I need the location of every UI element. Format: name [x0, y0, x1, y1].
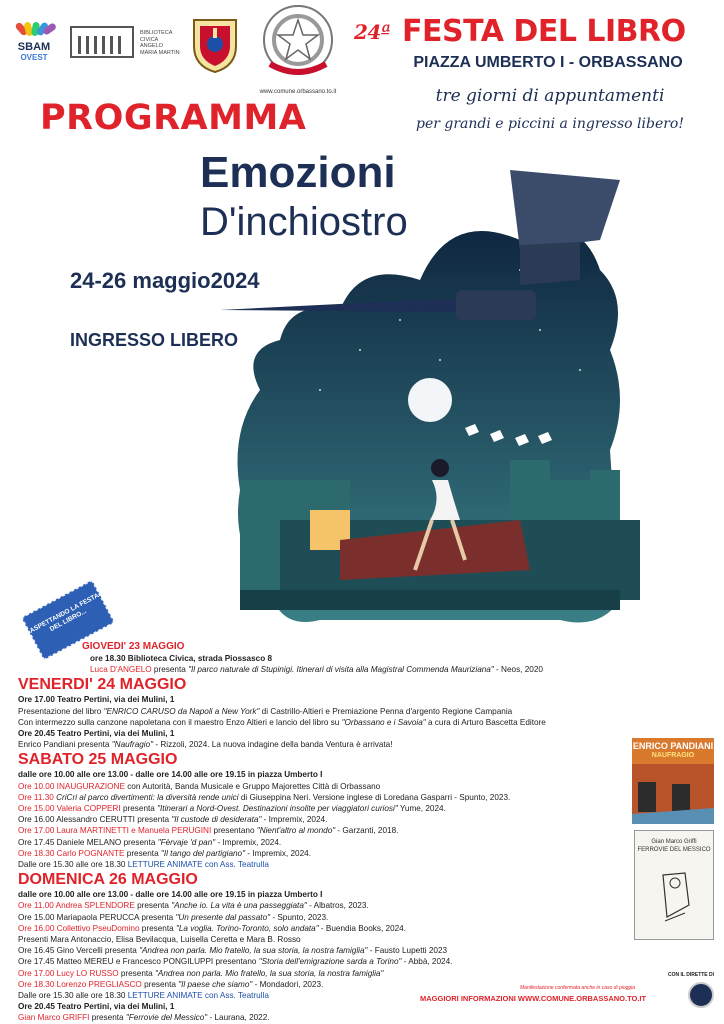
theme-title-1: Emozioni	[200, 148, 396, 197]
theme-title-2: D'inchiostro	[200, 200, 408, 244]
festa-title	[354, 14, 724, 49]
sbam-logo	[8, 18, 60, 63]
tagline-1: tre giorni di appuntamenti	[435, 86, 665, 106]
saturday-row: Ore 18.30 Carlo POGNANTE presenta "Il tango del partigiano" - Impremix, 2024.	[18, 848, 311, 858]
friday-line-5: Enrico Pandiani presenta "Naufragio" - Rizzoli, 2024. La nuova indagine della banda Ventura è arrivata!	[18, 740, 393, 750]
saturday-row: Ore 17.00 Laura MARTINETTI e Manuela PERUGINI presentano "Nient'altro al mondo" - Garzanti, 2018.	[18, 826, 399, 836]
sunday-hours: dalle ore 10.00 alle ore 13.00 - dalle ore 14.00 alle ore 19.15 in piazza Umberto I	[18, 890, 323, 900]
edition-number: 24ª	[354, 20, 391, 44]
republic-emblem	[258, 2, 338, 98]
friday-line-3: Con intermezzo sulla canzone napoletana con il maestro Enzo Altieri e lancio del libro su "Orbassano e i Savoia" a cura di Arturo Bascetta Editore	[18, 717, 546, 727]
book1-title: NAUFRAGIO	[651, 752, 695, 759]
thursday-line-2: Luca D'ANGELO presenta "Il parco naturale di Stupinigi. Itinerari di visita alla Magistral Commenda Mauriziana" - Neos, 2020	[90, 665, 543, 675]
day-friday: VENERDI' 24 MAGGIO	[18, 676, 187, 694]
saturday-row: Ore 11.30 CriCri al parco divertimenti: la diversità rende unici di Giuseppina Neri. Versione inglese di Loredana Gasparri - Spunto, 2023.	[18, 792, 511, 802]
book2-author: Gian Marco Griffi	[651, 839, 697, 845]
book-cover-naufragio	[632, 738, 714, 824]
saturday-letture: Dalle ore 15.30 alle ore 18.30 LETTURE ANIMATE con Ass. Teatrulla	[18, 860, 269, 870]
thursday-line-1: ore 18.30 Biblioteca Civica, strada Piossasco 8	[90, 654, 273, 663]
friday-line-4: Ore 20.45 Teatro Pertini, via dei Mulini, 1	[18, 729, 175, 739]
location: PIAZZA UMBERTO I - ORBASSANO	[413, 54, 683, 71]
festa-title-text: FESTA DEL LIBRO	[402, 14, 686, 49]
saturday-row: Ore 15.00 Valeria COPPERI presenta "Itinerari a Nord-Ovest. Destinazioni insolite per viaggiatori curiosi" Yume, 2024.	[18, 804, 446, 814]
saturday-row: Ore 10.00 INAUGURAZIONE con Autorità, Banda Musicale e Gruppo Majorettes Città di Orbassano	[18, 781, 381, 791]
free-entry: INGRESSO LIBERO	[70, 330, 239, 350]
sunday-row: Ore 15.00 Mariapaola PERUCCA presenta "Un presente dal passato" - Spunto, 2023.	[18, 912, 329, 922]
saturday-row: Ore 16.00 Alessandro CERUTTI presenta "Il custode di desiderata" - Impremix, 2024.	[18, 815, 328, 825]
sponsor-logo	[688, 982, 714, 1008]
book1-author: ENRICO PANDIANI	[632, 741, 714, 751]
sunday-row: Ore 17.45 Matteo MEREU e Francesco PONGILUPPI presentano "Storia dell'emigrazione sarda a Torino" - Abbà, 2024.	[18, 957, 453, 967]
library-logo	[70, 22, 180, 62]
sunday-row: Ore 11.00 Andrea SPLENDORE presenta "Anche io. La vita è una passeggiata" - Albatros, 2023.	[18, 901, 369, 911]
sbam-sub: OVEST	[20, 53, 48, 62]
sunday-last: Gian Marco GRIFFI presenta "Ferrovie del Messico" - Laurana, 2022.	[18, 1013, 270, 1023]
library-logo-text: BIBLIOTECA CIVICA ANGELO MARIA MARTIN	[140, 30, 180, 56]
festival-dates: 24-26 maggio2024	[70, 268, 260, 293]
sponsor-label: CON IL DIRETTE DI	[668, 972, 715, 978]
more-info-link[interactable]: MAGGIORI INFORMAZIONI WWW.COMUNE.ORBASSANO.TO.IT	[420, 994, 647, 1003]
saturday-hours: dalle ore 10.00 alle ore 13.00 - dalle ore 14.00 alle ore 19.15 in piazza Umberto I	[18, 770, 323, 780]
book2-title: FERROVIE DEL MESSICO	[637, 847, 711, 853]
day-saturday: SABATO 25 MAGGIO	[18, 751, 178, 769]
sunday-row: Ore 16.45 Gino Vercelli presenta "Andrea non parla. Mio fratello, la sua storia, la nostra famiglia" - Fausto Lupetti 2023	[18, 946, 448, 956]
rain-notice: Manifestazione confermata anche in caso di pioggia	[520, 985, 636, 991]
friday-line-1: Ore 17.00 Teatro Pertini, via dei Mulini, 1	[18, 695, 175, 705]
tagline-2: per grandi e piccini a ingresso libero!	[415, 116, 684, 132]
sunday-row: Ore 16.00 Collettivo PseuDomino presenta "La voglia. Torino-Toronto, solo andata" - Buendia Books, 2024.	[18, 923, 407, 933]
friday-line-2: Presentazione del libro "ENRICO CARUSO da Napoli a New York" di Castrillo-Altieri e Premiazione Penna d'argento Regione Campania	[18, 706, 513, 716]
saturday-row: Ore 17.45 Daniele MELANO presenta "Fèrvaje 'd pan" - Impremix, 2024.	[18, 837, 282, 847]
program	[18, 640, 618, 1024]
orbassano-crest	[188, 16, 242, 74]
sunday-letture: Dalle ore 15.30 alle ore 18.30 LETTURE ANIMATE con Ass. Teatrulla	[18, 991, 269, 1001]
day-thursday: GIOVEDI' 23 MAGGIO	[82, 641, 185, 652]
republic-url: www.comune.orbassano.to.it	[259, 89, 337, 95]
sunday-row: Ore 18.30 Lorenzo PREGLIASCO presenta "Il paese che siamo" - Mondadori, 2023.	[18, 979, 324, 989]
programma-heading: PROGRAMMA	[40, 98, 307, 138]
book-cover-ferrovie	[634, 830, 714, 940]
sunday-evening: Ore 20.45 Teatro Pertini, via dei Mulini, 1	[18, 1002, 175, 1012]
day-sunday: DOMENICA 26 MAGGIO	[18, 871, 198, 889]
aspettando-badge: ASPETTANDO LA FESTA DEL LIBRO...	[21, 580, 114, 660]
sunday-row: Ore 17.00 Lucy LO RUSSO presenta "Andrea non parla. Mio fratello, la sua storia, la nostra famiglia"	[18, 968, 384, 978]
sunday-row: Presenti Mara Antonaccio, Elisa Bevilacqua, Luisella Ceretta e Mara B. Rosso	[18, 935, 301, 945]
sbam-label: SBAM	[17, 41, 51, 53]
